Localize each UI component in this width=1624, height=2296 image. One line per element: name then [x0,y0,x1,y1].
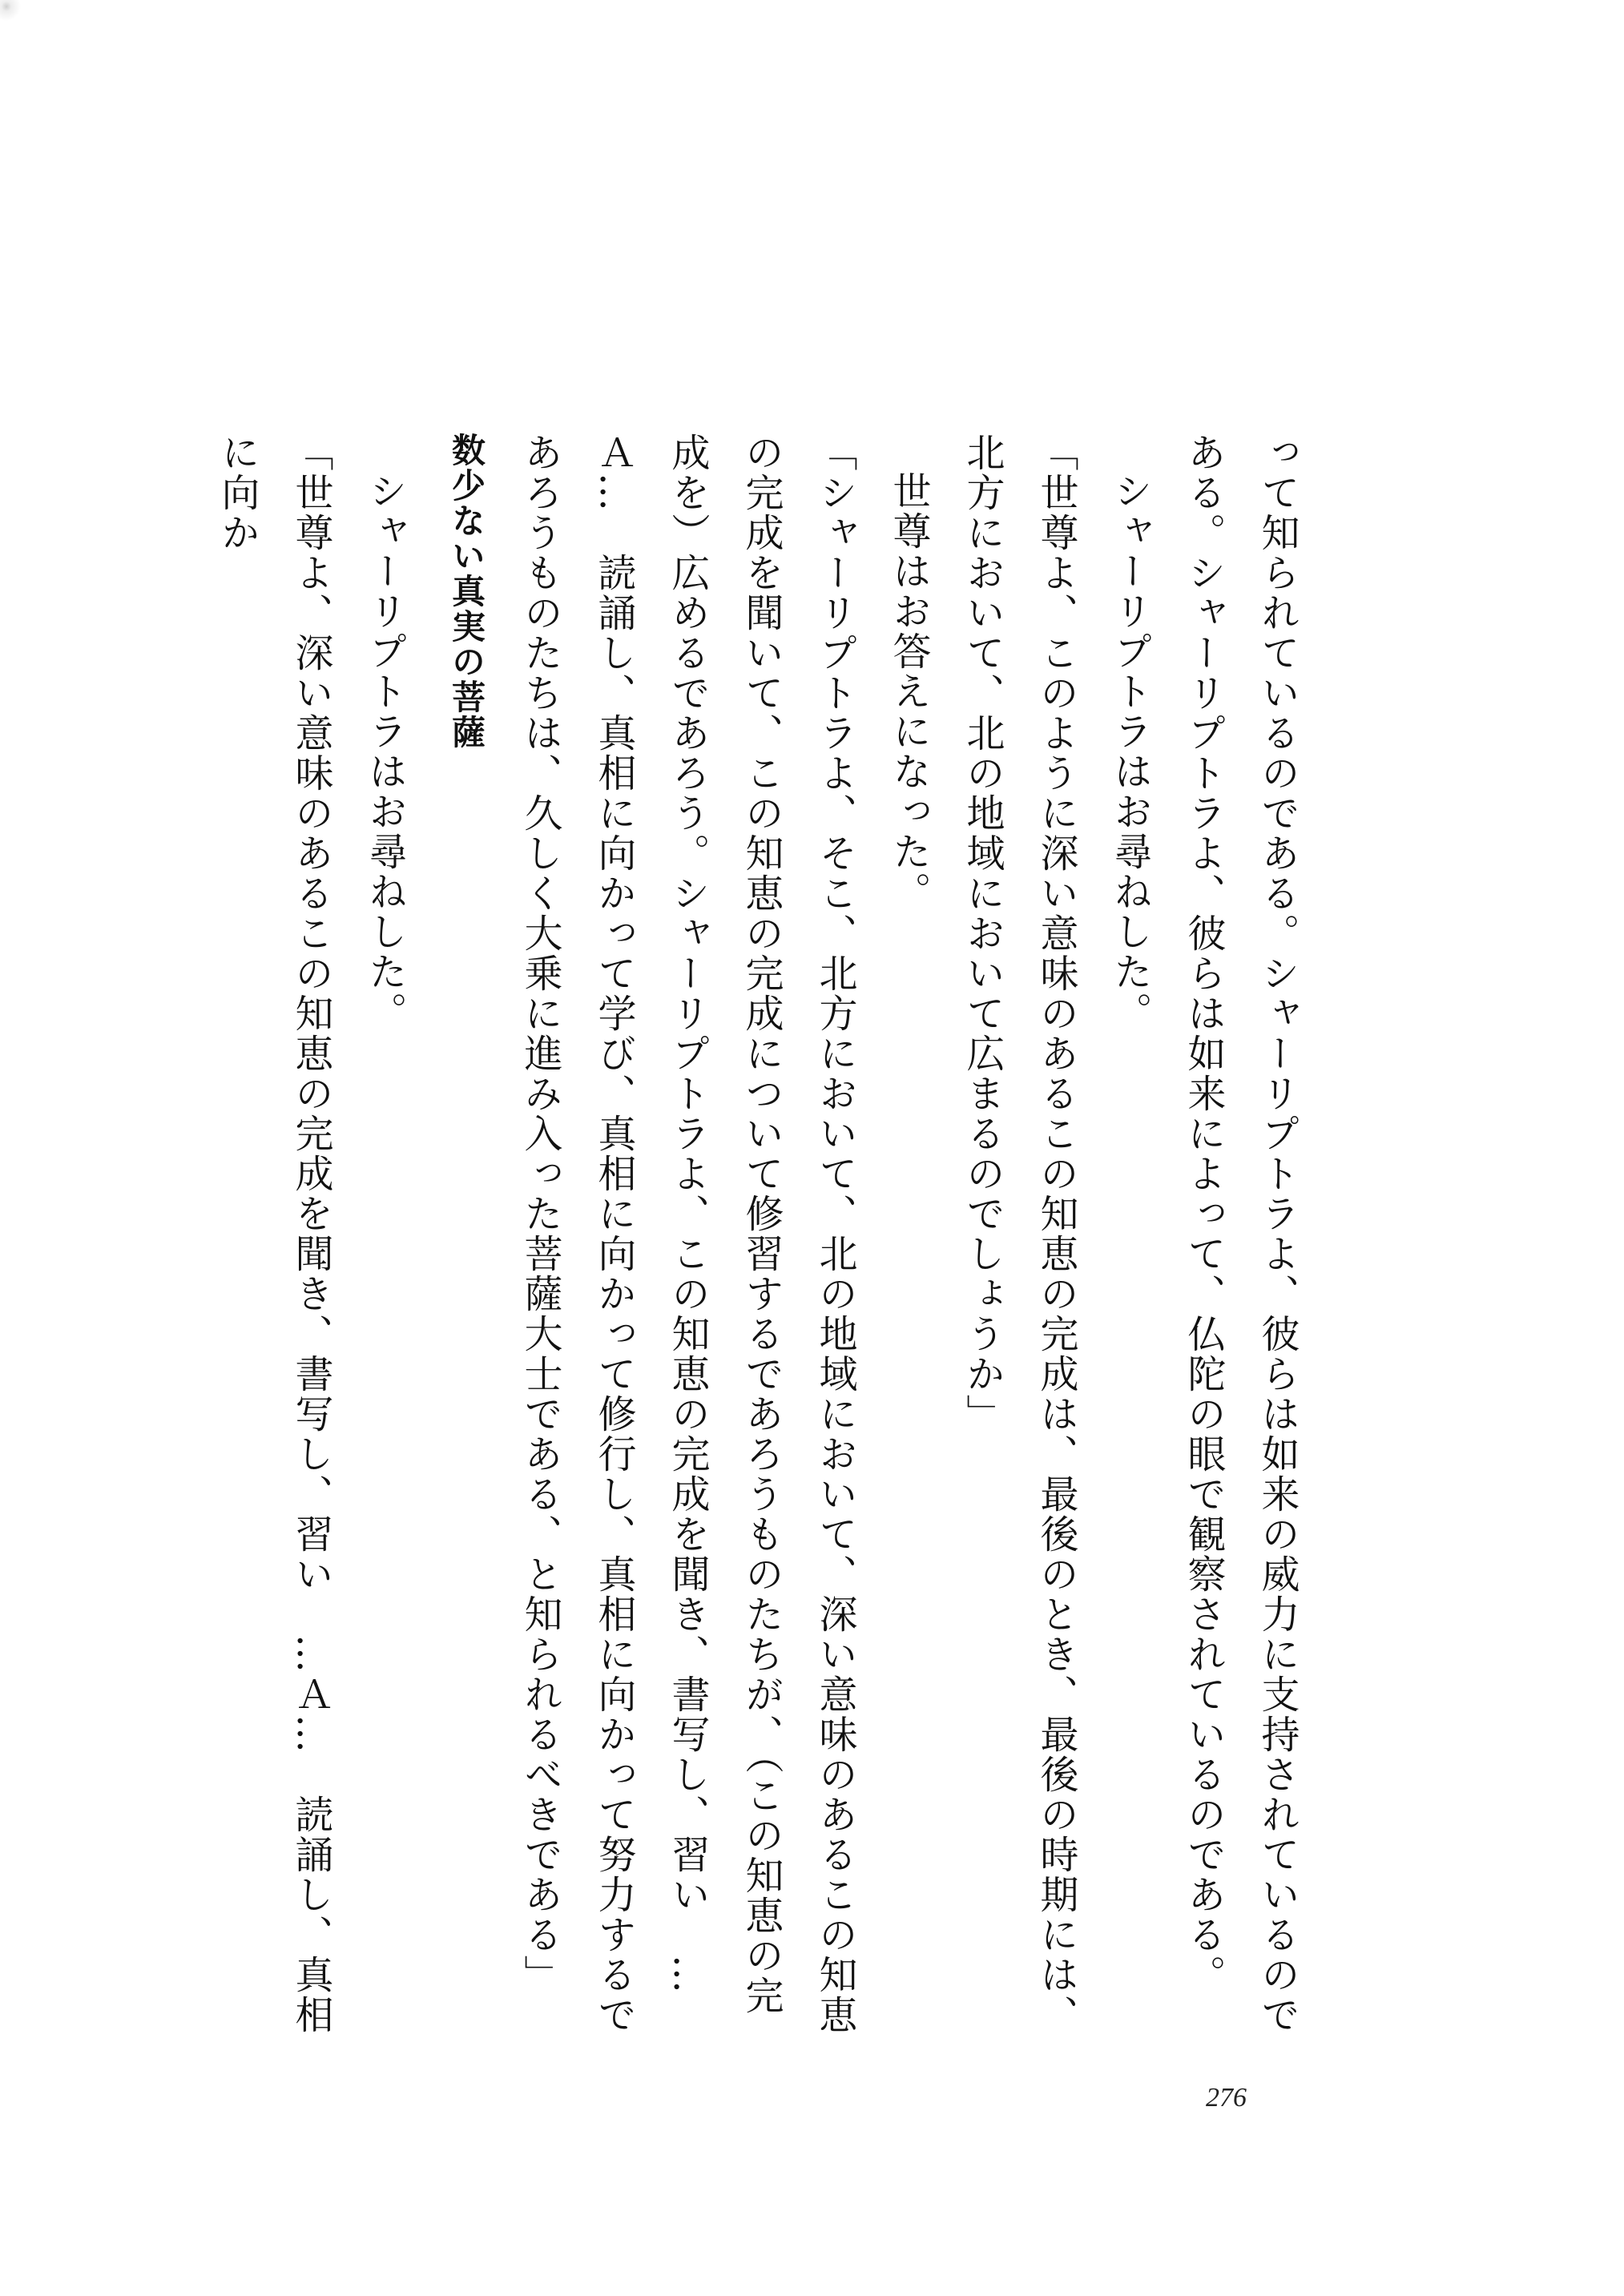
paragraph-quote: 「世尊よ、このように深い意味のあるこの知恵の完成は、最後のとき、最後の時期には、北方において、北の地域において広まるのでしょうか」 [960,433,1078,2035]
page-number: 276 [1206,2083,1247,2113]
paragraph-narration: シャーリプトラはお尋ねした。 [1107,471,1152,1032]
paragraph-narration: シャーリプトラはお尋ねした。 [362,471,407,1032]
paragraph-quote: 「世尊よ、深い意味のあるこの知恵の完成を聞き、書写し、習い …Ａ… 読誦し、真相に向か [215,433,333,2035]
vertical-text-body [160,433,1314,2035]
paragraph-narration: 世尊はお答えになった。 [886,471,931,912]
scan-artifact [0,0,32,32]
section-heading: 数少ない真実の菩薩 [447,433,486,750]
paragraph-continued: って知られているのである。シャーリプトラよ、彼らは如来の威力に支持されているのである。シャーリプトラよ、彼らは如来によって、仏陀の眼で観察されているのである。 [1181,433,1300,2035]
paragraph-quote: 「シャーリプトラよ、そこ、北方において、北の地域において、深い意味のあるこの知恵の完成を聞いて、この知恵の完成について修習するであろうものたちが、（この知恵の完成を）広めるであろう。シャーリプトラよ、この知恵の完成を聞き、書写し、習い …Ａ… 読誦し、真相に向かって学び、真相に向かって修行し、真相に向かって努力するであろうものたちは、久しく大乗に進み入った菩薩大士である、と知られるべきである」 [518,433,857,2035]
